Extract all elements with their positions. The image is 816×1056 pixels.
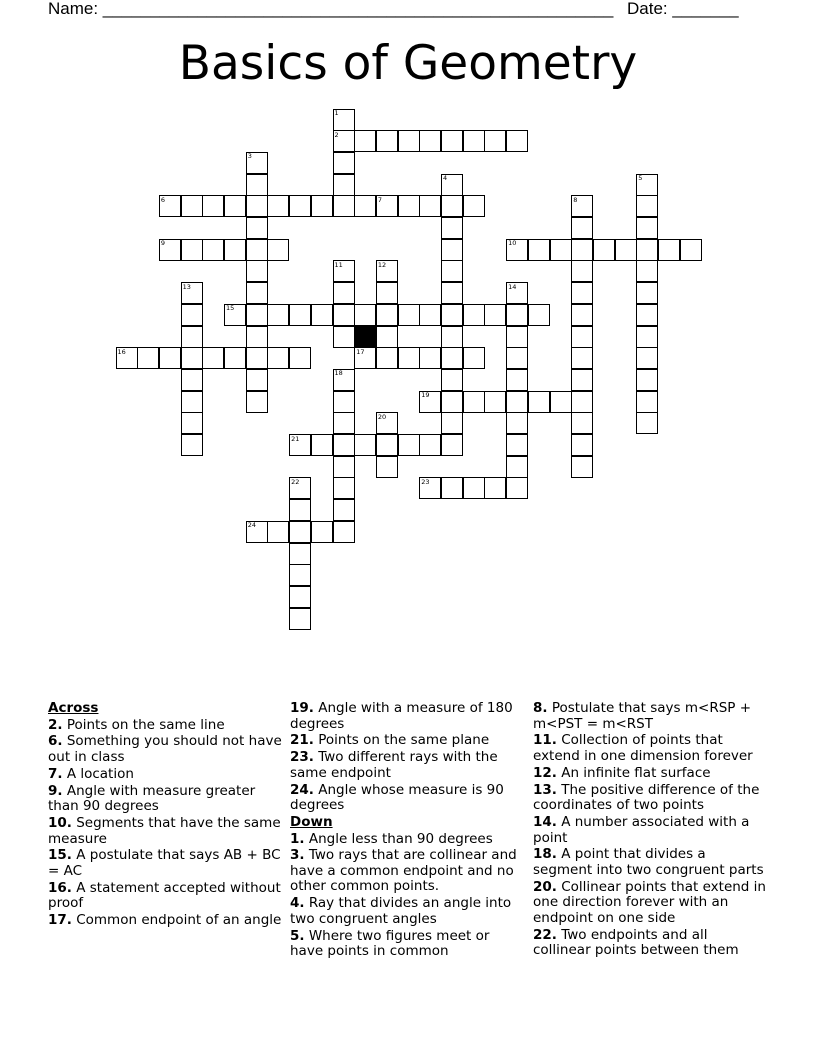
grid-cell[interactable] (463, 391, 485, 413)
clue-across-15: 15. A postulate that says AB + BC = AC (48, 847, 281, 879)
grid-cell[interactable] (571, 456, 593, 478)
clue-number: 14 (508, 282, 517, 291)
clue-down-3: 3. Two rays that are collinear and have a common endpoint and no other common points. (290, 847, 517, 895)
grid-cell[interactable] (571, 412, 593, 434)
grid-cell[interactable] (289, 347, 311, 369)
clue-column-2 (290, 701, 526, 961)
grid-cell[interactable] (333, 499, 355, 521)
clue-number: 22 (291, 477, 300, 486)
clue-across-2: 2. Points on the same line (48, 716, 225, 733)
grid-cell[interactable] (333, 326, 355, 348)
grid-cell[interactable] (333, 456, 355, 478)
grid-cell[interactable] (506, 456, 528, 478)
grid-cell[interactable] (441, 195, 463, 217)
grid-cell[interactable] (289, 564, 311, 586)
grid-cell[interactable] (246, 217, 268, 239)
grid-cell[interactable] (636, 347, 658, 369)
grid-cell[interactable] (289, 608, 311, 630)
grid-cell[interactable] (441, 217, 463, 239)
clue-down-18: 18. A point that divides a segment into two congruent parts (533, 846, 764, 878)
grid-cell[interactable] (419, 195, 441, 217)
grid-cell[interactable] (571, 282, 593, 304)
grid-cell[interactable] (246, 304, 268, 326)
clue-across-17: 17. Common endpoint of an angle (48, 912, 282, 929)
grid-cell[interactable] (571, 326, 593, 348)
grid-cell[interactable] (246, 195, 268, 217)
clue-down-1: 1. Angle less than 90 degrees (290, 830, 493, 847)
clue-number: 24 (247, 521, 256, 530)
grid-cell[interactable] (571, 347, 593, 369)
clue-column-3 (533, 701, 769, 960)
grid-cell[interactable] (441, 326, 463, 348)
grid-cell[interactable] (246, 347, 268, 369)
grid-cell[interactable] (506, 369, 528, 391)
grid-cell[interactable] (246, 282, 268, 304)
grid-cell[interactable] (528, 239, 550, 261)
grid-cell[interactable] (354, 304, 376, 326)
clue-number: 2 (334, 130, 339, 139)
clue-across-16: 16. A statement accepted without proof (48, 879, 281, 912)
grid-cell[interactable] (289, 586, 311, 608)
grid-cell[interactable] (202, 347, 224, 369)
grid-cell[interactable] (311, 434, 333, 456)
grid-cell[interactable] (181, 304, 203, 326)
grid-cell[interactable] (441, 239, 463, 261)
grid-cell[interactable] (636, 195, 658, 217)
grid-cell[interactable] (636, 304, 658, 326)
grid-cell[interactable] (289, 543, 311, 565)
grid-cell[interactable] (680, 239, 702, 261)
clue-across-19: 19. Angle with a measure of 180 degrees (290, 700, 513, 732)
grid-cell[interactable] (398, 434, 420, 456)
grid-cell[interactable] (333, 195, 355, 217)
grid-cell[interactable] (528, 304, 550, 326)
grid-cell[interactable] (484, 477, 506, 499)
clue-down-8: 8. Postulate that says m<RSP + m<PST = m<RST (533, 700, 752, 732)
grid-cell[interactable] (441, 369, 463, 391)
grid-cell[interactable] (506, 326, 528, 348)
grid-cell[interactable] (289, 521, 311, 543)
grid-cell[interactable] (376, 347, 398, 369)
grid-cell[interactable] (311, 195, 333, 217)
grid-cell[interactable] (289, 304, 311, 326)
grid-cell[interactable] (636, 326, 658, 348)
grid-cell[interactable] (506, 347, 528, 369)
grid-cell[interactable] (333, 412, 355, 434)
grid-cell[interactable] (354, 434, 376, 456)
grid-cell[interactable] (333, 477, 355, 499)
grid-cell[interactable] (441, 412, 463, 434)
grid-cell[interactable] (333, 174, 355, 196)
grid-cell[interactable] (202, 195, 224, 217)
clue-number: 19 (421, 391, 430, 400)
grid-cell[interactable] (246, 369, 268, 391)
clue-down-4: 4. Ray that divides an angle into two congruent angles (290, 895, 512, 927)
grid-cell[interactable] (441, 282, 463, 304)
grid-cell[interactable] (376, 434, 398, 456)
grid-cell[interactable] (267, 347, 289, 369)
grid-cell[interactable] (137, 347, 159, 369)
grid-cell[interactable] (636, 391, 658, 413)
clue-number: 21 (291, 434, 300, 443)
grid-cell[interactable] (267, 521, 289, 543)
grid-cell[interactable] (376, 456, 398, 478)
clue-number: 10 (508, 239, 517, 248)
grid-cell[interactable] (484, 304, 506, 326)
grid-cell[interactable] (398, 130, 420, 152)
clue-across-6: 6. Something you should not have out in class (48, 733, 282, 765)
grid-cell[interactable] (441, 391, 463, 413)
clue-number: 5 (638, 174, 643, 183)
clue-number: 23 (421, 477, 430, 486)
grid-cell[interactable] (463, 347, 485, 369)
grid-cell[interactable] (419, 347, 441, 369)
grid-cell[interactable] (398, 195, 420, 217)
grid-cell[interactable] (615, 239, 637, 261)
clue-number: 6 (160, 195, 166, 204)
clue-down-22: 22. Two endpoints and all collinear points between them (533, 926, 739, 959)
grid-cell[interactable] (419, 130, 441, 152)
grid-cell[interactable] (354, 195, 376, 217)
clue-down-5: 5. Where two figures meet or have points in common (290, 927, 490, 960)
grid-cell[interactable] (267, 239, 289, 261)
clue-down-20: 20. Collinear points that extend in one direction forever with an endpoint on one side (533, 878, 766, 926)
grid-cell[interactable] (181, 347, 203, 369)
clue-down-12: 12. An infinite flat surface (533, 764, 711, 781)
grid-cell[interactable] (289, 499, 311, 521)
grid-cell[interactable] (636, 217, 658, 239)
grid-cell[interactable] (181, 369, 203, 391)
clue-number: 4 (443, 174, 448, 183)
grid-cell[interactable] (333, 304, 355, 326)
page-title: Basics of Geometry (178, 36, 638, 91)
grid-cell[interactable] (571, 217, 593, 239)
grid-cell[interactable] (441, 434, 463, 456)
grid-cell[interactable] (636, 412, 658, 434)
clue-number: 13 (182, 282, 191, 291)
clue-number: 12 (377, 260, 387, 269)
grid-cell[interactable] (658, 239, 680, 261)
grid-cell[interactable] (463, 130, 485, 152)
clue-number: 15 (226, 304, 235, 313)
grid-cell[interactable] (311, 521, 333, 543)
grid-cell[interactable] (224, 239, 246, 261)
clue-number: 17 (356, 347, 365, 356)
grid-cell[interactable] (398, 347, 420, 369)
grid-cell[interactable] (376, 282, 398, 304)
grid-cell[interactable] (224, 195, 246, 217)
grid-cell[interactable] (202, 239, 224, 261)
grid-cell[interactable] (419, 434, 441, 456)
grid-cell[interactable] (181, 434, 203, 456)
clue-down-14: 14. A number associated with a point (533, 813, 750, 846)
grid-cell[interactable] (333, 152, 355, 174)
grid-cell[interactable] (571, 304, 593, 326)
grid-cell[interactable] (463, 304, 485, 326)
grid-cell[interactable] (571, 391, 593, 413)
grid-cell[interactable] (267, 195, 289, 217)
grid-cell[interactable] (550, 239, 572, 261)
clue-number: 20 (377, 412, 387, 421)
across-heading: Across (48, 700, 99, 716)
grid-cell[interactable] (267, 304, 289, 326)
clue-across-9: 9. Angle with measure greater than 90 degrees (48, 782, 256, 815)
grid-cell[interactable] (441, 477, 463, 499)
grid-cell[interactable] (159, 347, 181, 369)
grid-cell[interactable] (441, 130, 463, 152)
grid-cell[interactable] (484, 391, 506, 413)
clue-down-11: 11. Collection of points that extend in one dimension forever (533, 732, 753, 764)
grid-cell[interactable] (636, 260, 658, 282)
grid-cell[interactable] (571, 260, 593, 282)
clue-across-23: 23. Two different rays with the same endpoint (290, 749, 498, 781)
grid-cell[interactable] (246, 239, 268, 261)
clue-across-21: 21. Points on the same plane (290, 732, 490, 749)
grid-cell[interactable] (376, 326, 398, 348)
grid-cell[interactable] (506, 434, 528, 456)
date-field[interactable]: Date: _______ (627, 0, 739, 18)
grid-cell[interactable] (181, 391, 203, 413)
grid-cell[interactable] (289, 195, 311, 217)
grid-cell[interactable] (506, 412, 528, 434)
grid-cell[interactable] (246, 174, 268, 196)
grid-cell[interactable] (224, 347, 246, 369)
grid-cell[interactable] (636, 239, 658, 261)
grid-cell[interactable] (333, 521, 355, 543)
grid-cell[interactable] (506, 477, 528, 499)
grid-cell[interactable] (246, 326, 268, 348)
grid-cell[interactable] (484, 130, 506, 152)
grid-cell[interactable] (550, 391, 572, 413)
grid-cell[interactable] (506, 391, 528, 413)
clue-across-7: 7. A location (48, 765, 134, 782)
grid-cell[interactable] (463, 195, 485, 217)
grid-cell[interactable] (441, 304, 463, 326)
black-square (354, 326, 376, 348)
grid-cell[interactable] (571, 434, 593, 456)
grid-cell[interactable] (333, 434, 355, 456)
clue-number: 18 (334, 369, 343, 378)
clue-number: 16 (117, 347, 126, 356)
clue-down-13: 13. The positive difference of the coordinates of two points (533, 781, 760, 814)
clue-number: 1 (334, 109, 339, 117)
clue-number: 11 (334, 260, 343, 269)
grid-cell[interactable] (593, 239, 615, 261)
grid-cell[interactable] (441, 347, 463, 369)
grid-cell[interactable] (246, 260, 268, 282)
grid-cell[interactable] (441, 260, 463, 282)
grid-cell[interactable] (636, 369, 658, 391)
grid-cell[interactable] (398, 304, 420, 326)
clue-across-24: 24. Angle whose measure is 90 degrees (290, 781, 504, 814)
down-heading: Down (290, 813, 333, 830)
grid-cell[interactable] (181, 239, 203, 261)
grid-cell[interactable] (463, 477, 485, 499)
grid-cell[interactable] (311, 304, 333, 326)
grid-cell[interactable] (376, 304, 398, 326)
grid-cell[interactable] (636, 282, 658, 304)
grid-cell[interactable] (528, 391, 550, 413)
grid-cell[interactable] (333, 391, 355, 413)
grid-cell[interactable] (333, 282, 355, 304)
clue-number: 8 (573, 195, 578, 204)
grid-cell[interactable] (181, 326, 203, 348)
clue-column-1 (48, 701, 284, 930)
grid-cell[interactable] (571, 239, 593, 261)
grid-cell[interactable] (571, 369, 593, 391)
clue-number: 9 (160, 239, 166, 248)
grid-cell[interactable] (506, 130, 528, 152)
clue-across-10: 10. Segments that have the same measure (48, 814, 281, 847)
grid-cell[interactable] (181, 195, 203, 217)
clue-number: 3 (247, 152, 252, 161)
grid-cell[interactable] (376, 130, 398, 152)
grid-cell[interactable] (354, 130, 376, 152)
grid-cell[interactable] (506, 304, 528, 326)
name-field[interactable]: Name: ______________________________________________________ (48, 0, 614, 18)
grid-cell[interactable] (246, 391, 268, 413)
grid-cell[interactable] (181, 412, 203, 434)
clue-number: 7 (377, 195, 383, 204)
grid-cell[interactable] (419, 304, 441, 326)
